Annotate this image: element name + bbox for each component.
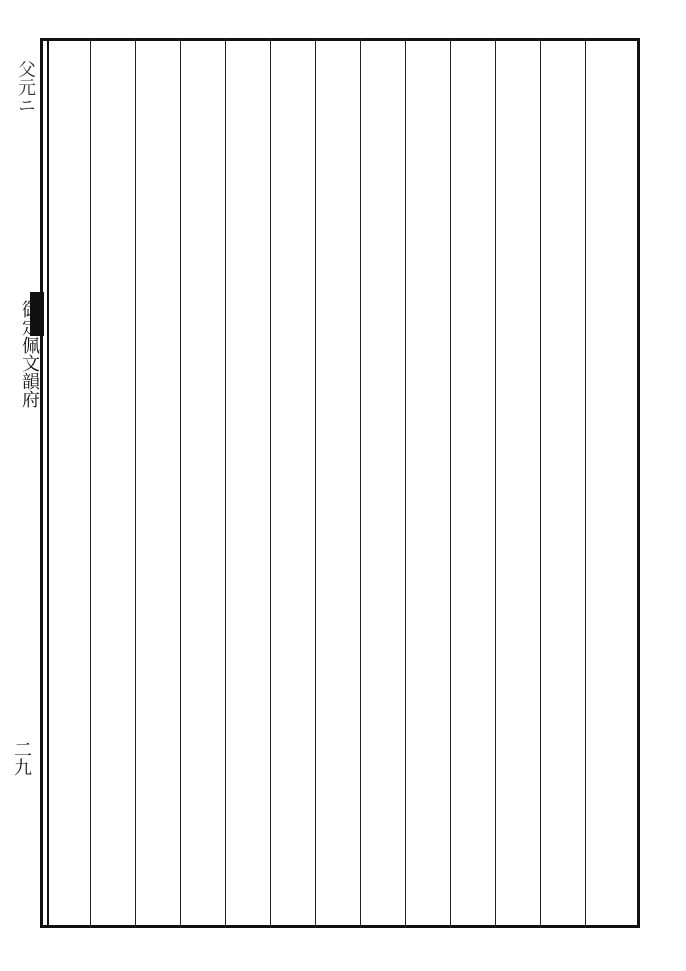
column-rule — [495, 38, 496, 928]
edge-fragment: 父元ニ — [15, 60, 36, 114]
column-rule — [585, 38, 586, 928]
column-rule — [405, 38, 406, 928]
column-rule — [315, 38, 316, 928]
column-rule — [180, 38, 181, 928]
column-rule — [270, 38, 271, 928]
side-book-title: 御定佩文韻府 — [19, 300, 40, 408]
column-rule — [540, 38, 541, 928]
column-rule — [135, 38, 136, 928]
page-border — [40, 38, 640, 928]
column-rule — [90, 38, 91, 928]
page-number: 二九 — [11, 740, 32, 776]
border-inner-line — [47, 38, 49, 928]
column-rule — [360, 38, 361, 928]
column-rule — [450, 38, 451, 928]
column-rule — [225, 38, 226, 928]
